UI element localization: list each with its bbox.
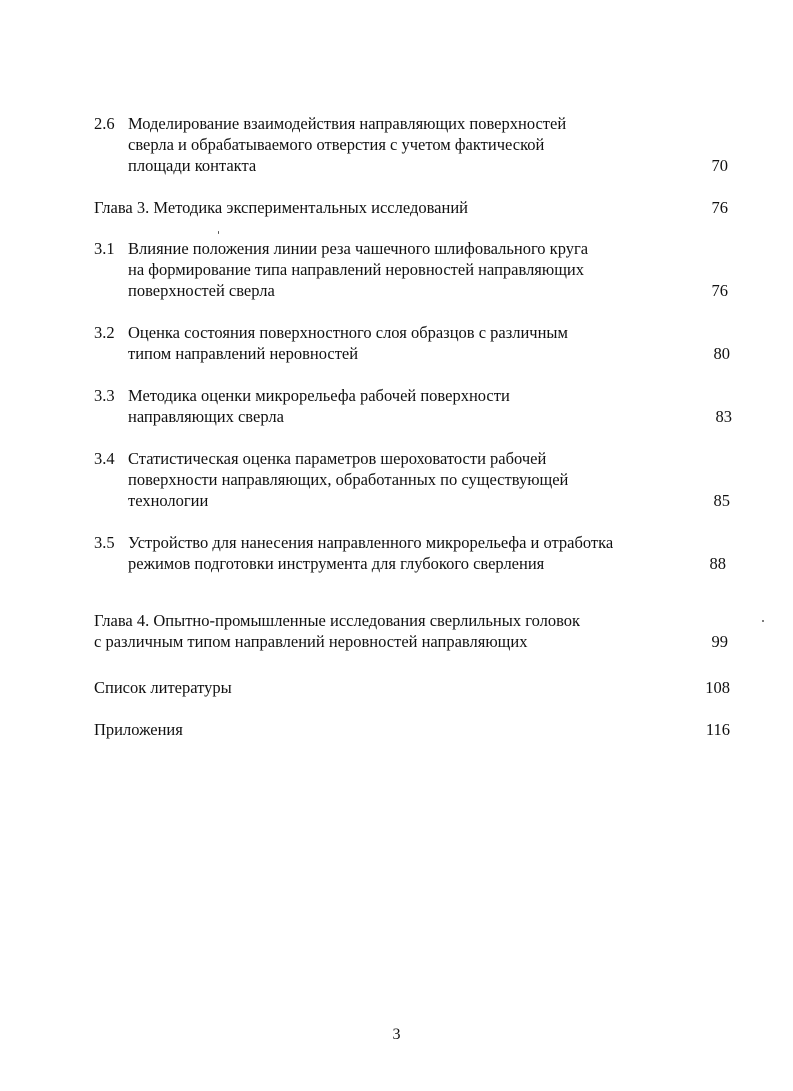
section-title-line: сверла и обрабатываемого отверстия с учетом фактической xyxy=(128,135,545,154)
page-ref: 83 xyxy=(715,407,732,426)
section-number: 3.4 xyxy=(94,449,115,468)
page-ref: 85 xyxy=(713,491,730,510)
page-number: 3 xyxy=(392,1026,401,1043)
section-title-line: Моделирование взаимодействия направляющих поверхностей xyxy=(128,114,567,133)
section-title-line: поверхностей сверла xyxy=(128,281,275,300)
page-ref: 88 xyxy=(709,554,726,573)
page-ref: 108 xyxy=(705,678,730,697)
toc-entry-3-2 xyxy=(94,322,734,364)
section-title-line: технологии xyxy=(128,491,209,510)
scan-speck xyxy=(218,231,219,234)
section-title-line: Методика оценки микрорельефа рабочей поверхности xyxy=(128,386,510,405)
chapter-title-line: Глава 4. Опытно-промышленные исследования сверлильных головок xyxy=(94,611,581,630)
section-number: 3.3 xyxy=(94,386,115,405)
section-number: 3.1 xyxy=(94,239,115,258)
toc-entry-chapter-4 xyxy=(94,610,734,652)
section-title-line: направляющих сверла xyxy=(128,407,284,426)
section-title-line: Оценка состояния поверхностного слоя образцов с различным xyxy=(128,323,568,342)
section-title-line: режимов подготовки инструмента для глубокого сверления xyxy=(128,554,545,573)
section-number: 2.6 xyxy=(94,114,115,133)
toc-entry-3-5 xyxy=(94,532,734,574)
section-number: 3.2 xyxy=(94,323,115,342)
section-title-line: площади контакта xyxy=(128,156,257,175)
section-title-line: Устройство для нанесения направленного микрорельефа и отработка xyxy=(128,533,614,552)
section-title-line: поверхности направляющих, обработанных по существующей xyxy=(128,470,569,489)
section-title-line: типом направлений неровностей xyxy=(128,344,359,363)
page-ref: 99 xyxy=(711,632,728,651)
section-title-line: Статистическая оценка параметров шероховатости рабочей xyxy=(128,449,547,468)
toc-entry-appendices xyxy=(94,719,734,740)
page-ref: 116 xyxy=(705,720,730,739)
page-ref: 76 xyxy=(711,281,728,300)
entry-title-line: Список литературы xyxy=(94,678,232,697)
chapter-title-line: Глава 3. Методика экспериментальных исследований xyxy=(94,198,468,217)
page-ref: 70 xyxy=(711,156,728,175)
toc-entry-3-1 xyxy=(94,238,734,301)
scan-speck xyxy=(762,620,764,622)
chapter-title-line: с различным типом направлений неровностей направляющих xyxy=(94,632,528,651)
page-ref: 76 xyxy=(711,198,728,217)
toc-entry-chapter-3 xyxy=(94,197,734,218)
entry-title-line: Приложения xyxy=(94,720,183,739)
toc-entry-2-6 xyxy=(94,113,734,176)
toc-entry-3-4 xyxy=(94,448,734,511)
section-title-line: на формирование типа направлений неровностей направляющих xyxy=(128,260,584,279)
section-number: 3.5 xyxy=(94,533,115,552)
page-ref: 80 xyxy=(713,344,730,363)
toc-entry-3-3 xyxy=(94,385,734,427)
toc-entry-references xyxy=(94,677,734,698)
section-title-line: Влияние положения линии реза чашечного шлифовального круга xyxy=(128,239,589,258)
